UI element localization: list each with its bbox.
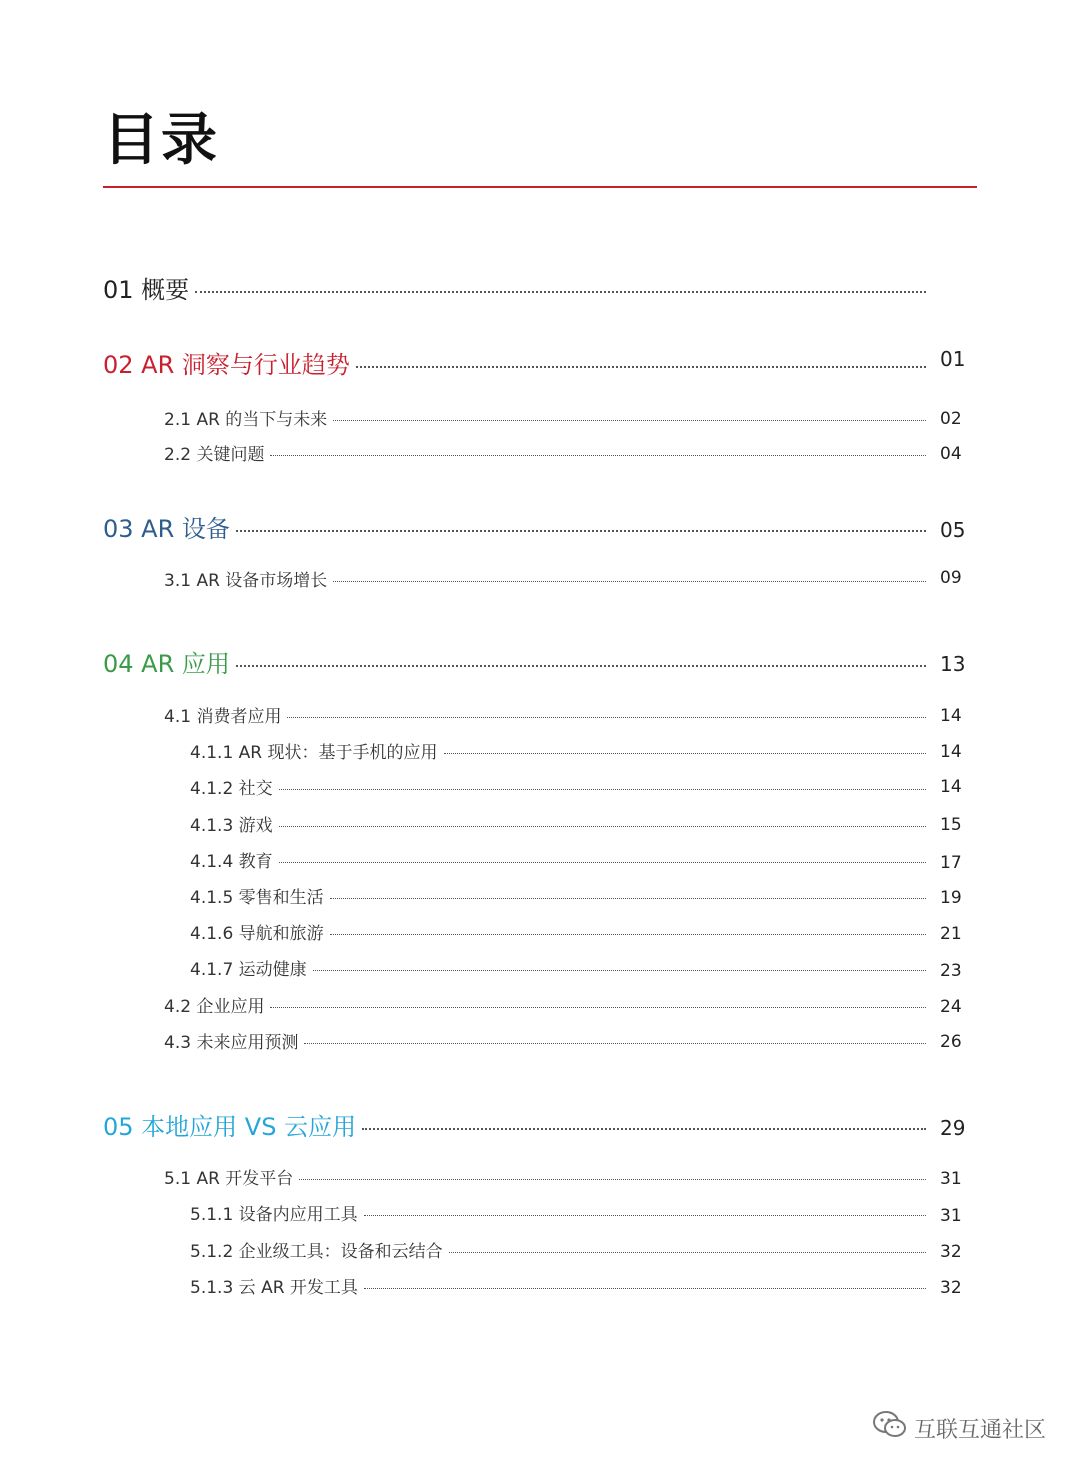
toc-section-01[interactable] <box>103 270 926 305</box>
toc-section-05[interactable] <box>103 1107 926 1142</box>
toc-label: 5.1.3 云 AR 开发工具 <box>190 1278 358 1298</box>
toc-label: 02 AR 洞察与行业趋势 <box>103 351 350 379</box>
toc-label: 2.1 AR 的当下与未来 <box>164 410 328 430</box>
toc-label: 03 AR 设备 <box>103 515 230 543</box>
toc-entry-4-1-1[interactable] <box>190 738 926 763</box>
dot-leader <box>333 420 926 421</box>
dot-leader <box>270 455 926 456</box>
toc-label: 4.1.7 运动健康 <box>190 960 307 980</box>
toc-entry-4-1-2[interactable] <box>190 774 926 799</box>
watermark-text: 互联互通社区 <box>913 1417 1046 1443</box>
toc-page-number: 13 <box>940 652 966 676</box>
dot-leader <box>444 753 926 754</box>
toc-entry-2-2[interactable] <box>164 440 926 465</box>
dot-leader <box>279 789 926 790</box>
dot-leader <box>364 1215 926 1216</box>
toc-label: 05 本地应用 VS 云应用 <box>103 1113 357 1141</box>
toc-entry-4-1-7[interactable] <box>190 955 926 980</box>
toc-entry-4-1-3[interactable] <box>190 811 926 836</box>
toc-label: 01 概要 <box>103 276 190 304</box>
dot-leader <box>449 1252 926 1253</box>
toc-label: 4.1.3 游戏 <box>190 816 273 836</box>
dot-leader <box>330 934 926 935</box>
toc-page-number: 29 <box>940 1116 966 1140</box>
toc-entry-4-1-4[interactable] <box>190 847 926 872</box>
toc-entry-4-1-6[interactable] <box>190 919 926 944</box>
dot-leader <box>279 826 926 827</box>
toc-label: 4.2 企业应用 <box>164 997 265 1017</box>
toc-page-number: 26 <box>940 1032 962 1052</box>
dot-leader <box>236 665 926 667</box>
toc-entry-4-1-5[interactable] <box>190 883 926 908</box>
toc-label: 4.1.4 教育 <box>190 852 273 872</box>
toc-page-number: 32 <box>940 1242 962 1262</box>
toc-label: 3.1 AR 设备市场增长 <box>164 571 328 591</box>
toc-entry-5-1[interactable] <box>164 1164 926 1189</box>
toc-label: 4.1.6 导航和旅游 <box>190 924 324 944</box>
toc-page-number: 17 <box>940 853 962 873</box>
dot-leader <box>330 898 926 899</box>
dot-leader <box>304 1043 926 1044</box>
wechat-icon <box>872 1410 914 1446</box>
toc-label: 4.1.1 AR 现状：基于手机的应用 <box>190 743 438 763</box>
toc-entry-5-1-2[interactable] <box>190 1237 926 1262</box>
toc-entry-5-1-1[interactable] <box>190 1200 926 1225</box>
toc-page-number: 09 <box>940 568 962 588</box>
toc-page-number: 31 <box>940 1169 962 1189</box>
toc-page-number: 31 <box>940 1206 962 1226</box>
toc-section-02[interactable] <box>103 345 926 380</box>
dot-leader <box>299 1179 926 1180</box>
toc-page-number: 23 <box>940 961 962 981</box>
toc-page-number: 21 <box>940 924 962 944</box>
dot-leader <box>270 1007 926 1008</box>
toc-section-03[interactable] <box>103 509 926 544</box>
toc-page-number: 19 <box>940 888 962 908</box>
toc-label: 2.2 关键问题 <box>164 445 265 465</box>
toc-section-04[interactable] <box>103 644 926 679</box>
toc-label: 04 AR 应用 <box>103 650 230 678</box>
dot-leader <box>356 366 926 368</box>
toc-page-number: 05 <box>940 518 966 542</box>
dot-leader <box>364 1288 926 1289</box>
toc-entry-5-1-3[interactable] <box>190 1273 926 1298</box>
toc-label: 4.1.5 零售和生活 <box>190 888 324 908</box>
toc-entry-4-1[interactable] <box>164 702 926 727</box>
toc-label: 5.1.1 设备内应用工具 <box>190 1205 358 1225</box>
toc-entry-2-1[interactable] <box>164 405 926 430</box>
dot-leader <box>287 717 926 718</box>
toc-label: 5.1.2 企业级工具：设备和云结合 <box>190 1242 443 1262</box>
toc-page-number: 02 <box>940 409 962 429</box>
title-divider <box>103 186 977 188</box>
toc-page-number: 24 <box>940 997 962 1017</box>
dot-leader <box>195 291 926 293</box>
toc-label: 4.1.2 社交 <box>190 779 273 799</box>
page-title: 目录 <box>103 108 219 173</box>
toc-page-number: 01 <box>940 347 966 371</box>
toc-label: 5.1 AR 开发平台 <box>164 1169 294 1189</box>
toc-page-number: 15 <box>940 815 962 835</box>
dot-leader <box>236 530 926 532</box>
dot-leader <box>333 581 926 582</box>
toc-page-number: 14 <box>940 777 962 797</box>
toc-label: 4.1 消费者应用 <box>164 707 282 727</box>
dot-leader <box>362 1128 926 1130</box>
toc-page-number: 04 <box>940 444 962 464</box>
dot-leader <box>279 862 926 863</box>
toc-page-number: 32 <box>940 1278 962 1298</box>
toc-entry-4-2[interactable] <box>164 992 926 1017</box>
toc-entry-4-3[interactable] <box>164 1028 926 1053</box>
toc-label: 4.3 未来应用预测 <box>164 1033 299 1053</box>
dot-leader <box>313 970 926 971</box>
watermark <box>872 1410 1046 1446</box>
toc-page-number: 14 <box>940 706 962 726</box>
toc-entry-3-1[interactable] <box>164 566 926 591</box>
toc-page-number: 14 <box>940 742 962 762</box>
